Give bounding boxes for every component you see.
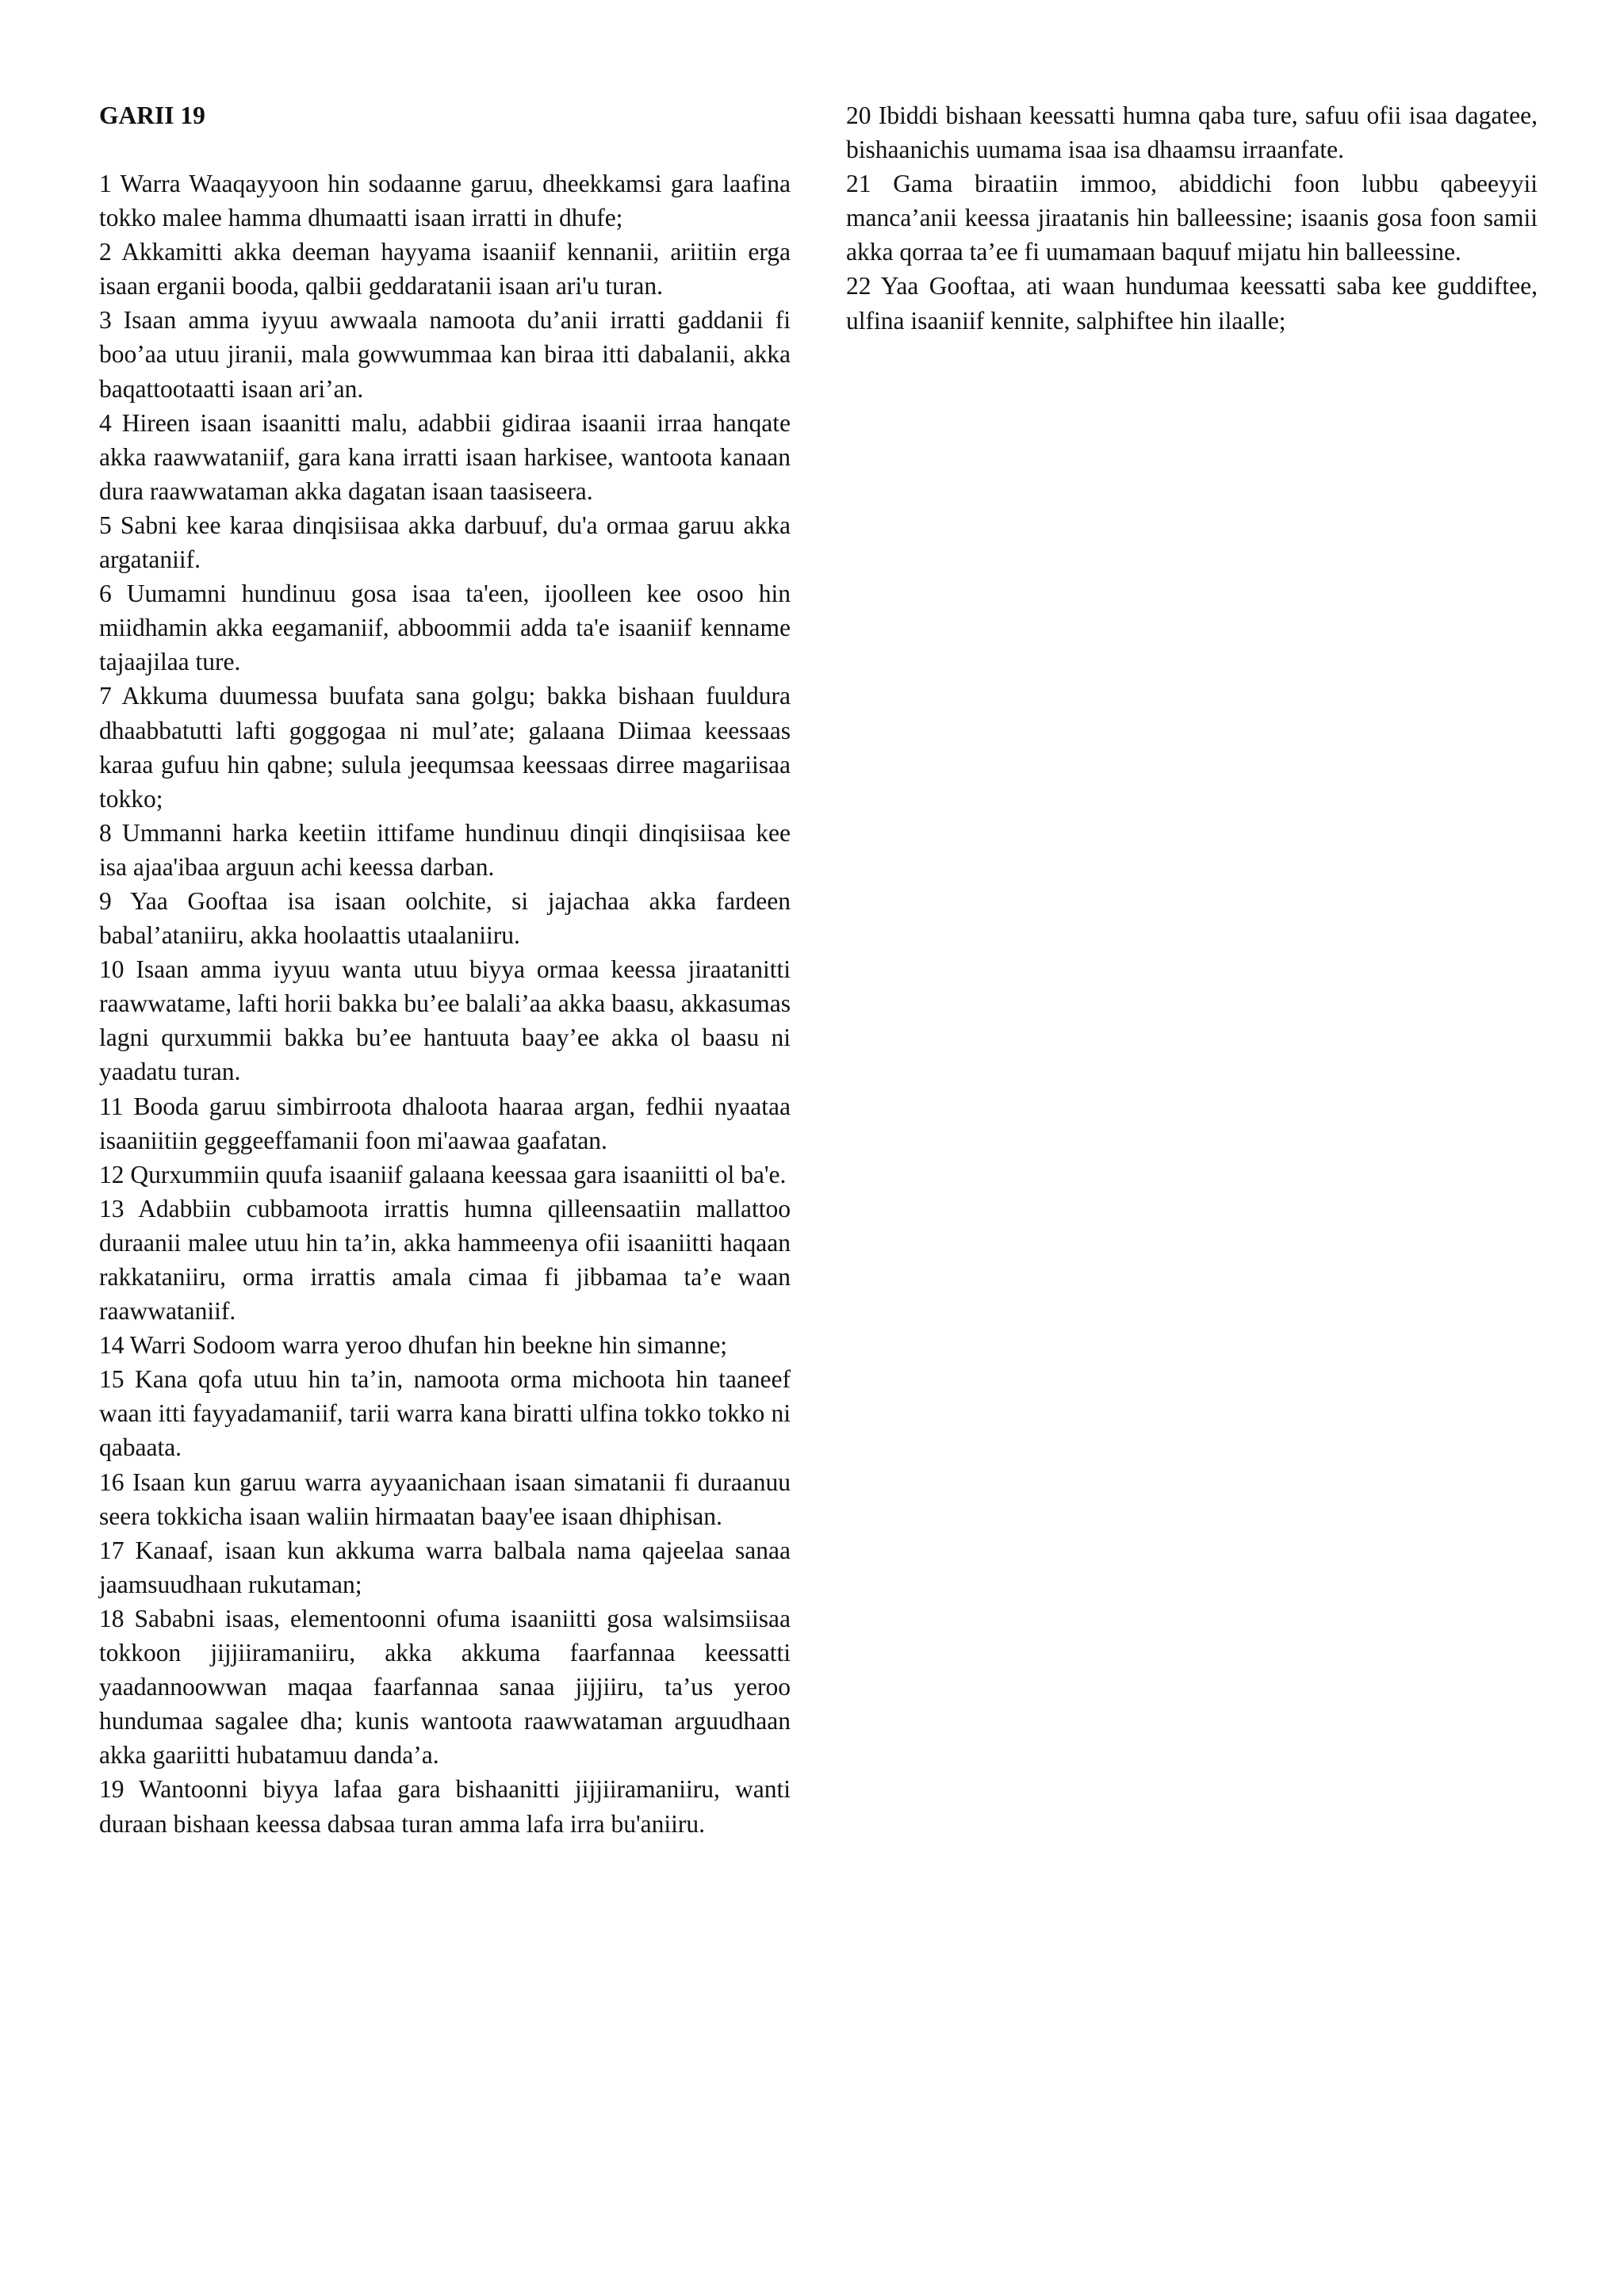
chapter-heading: GARII 19 <box>99 101 205 129</box>
verse-14: 14 Warri Sodoom warra yeroo dhufan hin beekne hin simanne; <box>99 1331 728 1360</box>
verse-15: 15 Kana qofa utuu hin ta’in, namoota orma michoota hin taaneef waan itti fayyadamaniif, tarii warra kana biratti ulfina tokko tokko ni qabaata. <box>99 1365 791 1462</box>
verse-5: 5 Sabni kee karaa dinqisiisaa akka darbuuf, du'a ormaa garuu akka argataniif. <box>99 511 791 574</box>
verse-7: 7 Akkuma duumessa buufata sana golgu; bakka bishaan fuuldura dhaabbatutti lafti goggogaa ni mul’ate; galaana Diimaa keessaas karaa gufuu hin qabne; sulula jeequmsaa keessaas dirree magariisaa tokko; <box>99 682 791 813</box>
verse-17: 17 Kanaaf, isaan kun akkuma warra balbala nama qajeelaa sanaa jaamsuudhaan rukutaman; <box>99 1536 791 1598</box>
verse-10: 10 Isaan amma iyyuu wanta utuu biyya ormaa keessa jiraatanitti raawwatame, lafti horii bakka bu’ee balali’aa akka baasu, akkasumas lagni qurxummii bakka bu’ee hantuuta baay’ee akka ol baasu ni yaadatu turan. <box>99 955 791 1086</box>
verse-6: 6 Uumamni hundinuu gosa isaa ta'een, ijoolleen kee osoo hin miidhamin akka eegamaniif, abboommii adda ta'e isaaniif kenname tajaajilaa ture. <box>99 580 791 676</box>
verse-12: 12 Qurxummiin quufa isaaniif galaana keessaa gara isaaniitti ol ba'e. <box>99 1160 787 1188</box>
verse-13: 13 Adabbiin cubbamoota irrattis humna qilleensaatiin mallattoo duraanii malee utuu hin ta’in, akka hammeenya ofii isaaniitti haqaan rakkataniiru, orma irrattis amala cimaa fi jibbamaa ta’e waan raawwataniif. <box>99 1194 791 1326</box>
verse-18: 18 Sababni isaas, elementoonni ofuma isaaniitti gosa walsimsiisaa tokkoon jijjiiramaniiru, akka akkuma faarfannaa keessatti yaadannoowwan maqaa faarfannaa sanaa jijjiiru, ta’us yeroo hundumaa sagalee dha; kunis wantoota raawwataman arguudhaan akka gaariitti hubatamuu danda’a. <box>99 1604 791 1770</box>
right-column <box>846 98 1538 338</box>
verse-21: 21 Gama biraatiin immoo, abiddichi foon lubbu qabeeyyii manca’anii keessa jiraatanis hin balleessine; isaanis gosa foon samii akka qorraa ta’ee fi uumamaan baquuf mijatu hin balleessine. <box>846 170 1538 266</box>
left-column <box>99 97 791 1841</box>
verse-22: 22 Yaa Gooftaa, ati waan hundumaa keessatti saba kee guddiftee, ulfina isaaniif kennite, salphiftee hin ilaalle; <box>846 272 1538 335</box>
verse-11: 11 Booda garuu simbirroota dhaloota haaraa argan, fedhii nyaataa isaaniitiin geggeeffamanii foon mi'aawaa gaafatan. <box>99 1092 791 1154</box>
verse-8: 8 Ummanni harka keetiin ittifame hundinuu dinqii dinqisiisaa kee isa ajaa'ibaa arguun achi keessa darban. <box>99 818 791 881</box>
verse-19: 19 Wantoonni biyya lafaa gara bishaanitti jijjiiramaniiru, wanti duraan bishaan keessa dabsaa turan amma lafa irra bu'aniiru. <box>99 1775 791 1838</box>
verse-16: 16 Isaan kun garuu warra ayyaanichaan isaan simatanii fi duraanuu seera tokkicha isaan waliin hirmaatan baay'ee isaan dhiphisan. <box>99 1468 791 1530</box>
verse-2: 2 Akkamitti akka deeman hayyama isaaniif kennanii, ariitiin erga isaan erganii booda, qalbii geddaratanii isaan ari'u turan. <box>99 238 791 300</box>
verse-1: 1 Warra Waaqayyoon hin sodaanne garuu, dheekkamsi gara laafina tokko malee hamma dhumaatti isaan irratti in dhufe; <box>99 170 791 232</box>
verse-20: 20 Ibiddi bishaan keessatti humna qaba ture, safuu ofii isaa dagatee, bishaanichis uumama isaa isa dhaamsu irraanfate. <box>846 101 1538 164</box>
verse-3: 3 Isaan amma iyyuu awwaala namoota du’anii irratti gaddanii fi boo’aa utuu jiranii, mala gowwummaa kan biraa itti dabalanii, akka baqattootaatti isaan ari’an. <box>99 306 791 403</box>
verse-4: 4 Hireen isaan isaanitti malu, adabbii gidiraa isaanii irraa hanqate akka raawwataniif, gara kana irratti isaan harkisee, wantoota kanaan dura raawwataman akka dagatan isaan taasiseera. <box>99 408 791 505</box>
verse-9: 9 Yaa Gooftaa isa isaan oolchite, si jajachaa akka fardeen babal’ataniiru, akka hoolaattis utaalaniiru. <box>99 886 791 950</box>
left-verses <box>99 166 791 1841</box>
